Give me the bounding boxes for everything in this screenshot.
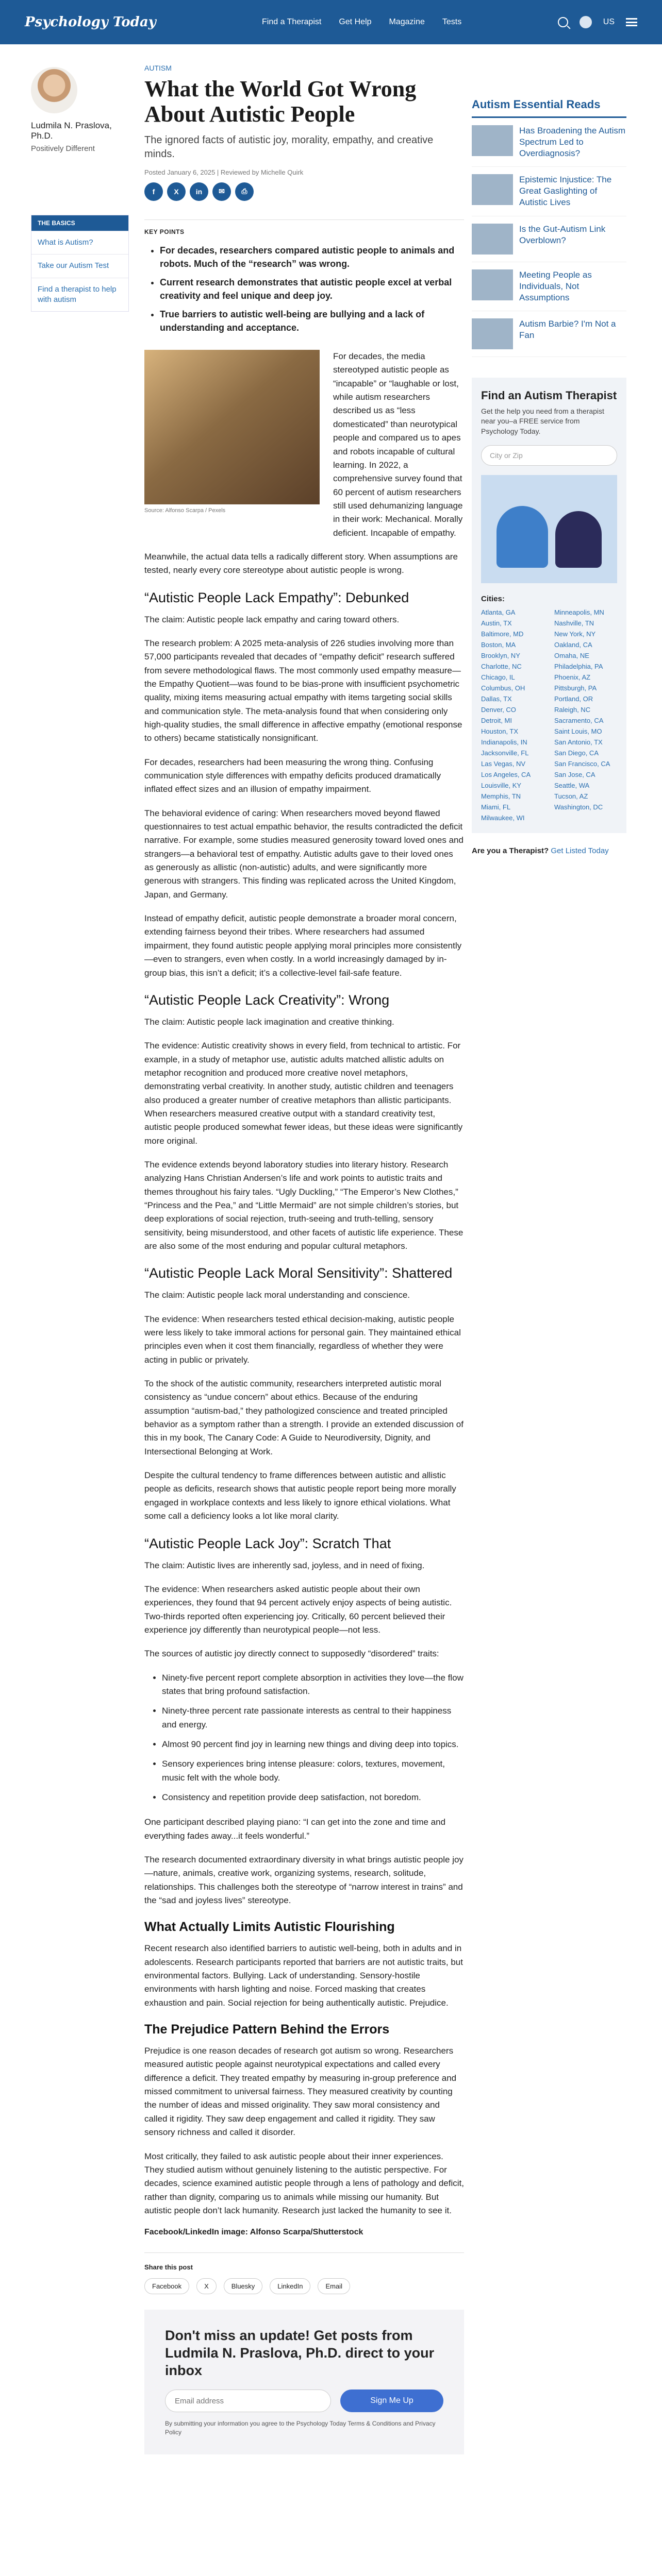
cities-heading: Cities: xyxy=(481,594,505,603)
site-logo[interactable]: Psychology Today xyxy=(25,14,156,30)
city-link[interactable]: Houston, TX xyxy=(481,727,519,735)
email-icon[interactable]: ✉ xyxy=(212,182,231,201)
share-email-button[interactable]: Email xyxy=(318,2278,350,2294)
x-icon[interactable]: X xyxy=(167,182,186,201)
key-points xyxy=(144,219,464,335)
essential-read-title[interactable]: Epistemic Injustice: The Great Gaslighting of Autistic Lives xyxy=(519,175,612,208)
article-image xyxy=(144,350,320,504)
main-nav xyxy=(262,18,461,27)
essential-read-thumbnail xyxy=(472,125,513,156)
city-link[interactable]: Denver, CO xyxy=(481,705,516,714)
city-link[interactable]: Memphis, TN xyxy=(481,792,521,800)
paragraph: The behavioral evidence of caring: When researchers moved beyond flawed questionnaires to test actual empathic behavior, the results contradicted the deficit narrative. For example, some studies measured generosity toward loved ones and strangers—a behavioral test of empathy. Autistic adults gave to their loved ones as generously as allistic (non-autistic) adults, and were significantly more generous with strangers. This finding was replicated across the United Kingdom, Japan, and Germany. xyxy=(144,808,464,900)
section-heading: “Autistic People Lack Moral Sensitivity”: Shattered xyxy=(144,1265,453,1281)
top-navigation-bar xyxy=(0,0,662,44)
paragraph: The sources of autistic joy directly connect to supposedly “disordered” traits: xyxy=(144,1649,439,1659)
city-link[interactable]: Jacksonville, FL xyxy=(481,749,529,757)
essential-read-thumbnail xyxy=(472,318,513,349)
find-therapist-box xyxy=(472,378,626,833)
paragraph: One participant described playing piano: “I can get into the zone and time and everything fades away...it feels wonderful.” xyxy=(144,1817,446,1841)
paragraph: The evidence extends beyond laboratory studies into literary history. Research analyzing Hans Christian Andersen’s life and work points to autistic traits and themes throughout his fairy tales. “Ugly Duckling,” “The Emperor’s New Clothes,” “Princess and the Pea,” and “Little Mermaid” are not simple children’s stories, but deep explorations of social rejection, truth-seeing and truth-telling, sensory sensitivity, being misunderstood, and other facets of autistic life experience. These are also some of the most enduring and popular cultural metaphors. xyxy=(144,1159,464,1251)
article-kicker[interactable]: AUTISM xyxy=(144,64,172,72)
paragraph: The claim: Autistic people lack moral understanding and conscience. xyxy=(144,1290,410,1300)
account-icon[interactable] xyxy=(580,16,592,28)
city-link[interactable]: Portland, OR xyxy=(554,694,593,703)
author-name[interactable]: Ludmila N. Praslova, Ph.D. xyxy=(31,121,112,141)
essential-read-item[interactable] xyxy=(472,167,626,216)
essential-read-item[interactable] xyxy=(472,262,626,311)
are-you-therapist: Are you a Therapist? xyxy=(472,846,549,855)
list-item: • Almost 90 percent find joy in learning new things and diving deep into topics. xyxy=(162,1738,464,1751)
city-link[interactable]: Saint Louis, MO xyxy=(554,727,602,735)
city-link[interactable]: Tucson, AZ xyxy=(554,792,588,800)
nav-get-help[interactable]: Get Help xyxy=(339,18,372,26)
section-heading: What Actually Limits Autistic Flourishing xyxy=(144,1920,395,1935)
essential-read-item[interactable] xyxy=(472,118,626,167)
therapist-cta xyxy=(472,846,626,855)
paragraph: Prejudice is one reason decades of research got autism so wrong. Researchers measured autistic people against neurotypical expectations and called every difference a deficit. They treated empathy by measuring in-group preference and missed commitment to universal fairness. They measured creativity by counting the number of ideas and missed originality. They saw moral consistency and called it rigidity. They saw deep engagement and called it rigidity. They saw sensory richness and called it disorder. xyxy=(144,2046,457,2138)
nav-magazine[interactable]: Magazine xyxy=(389,18,425,26)
key-points-heading: KEY POINTS xyxy=(144,228,185,235)
intro-block xyxy=(144,350,464,550)
paragraph: Meanwhile, the actual data tells a radically different story. When assumptions are tested, nearly every core stereotype about autistic people is wrong. xyxy=(144,551,458,575)
email-field[interactable] xyxy=(165,2389,331,2412)
essential-read-title[interactable]: Is the Gut-Autism Link Overblown? xyxy=(519,224,606,245)
basics-box xyxy=(31,215,129,312)
share-x-button[interactable]: X xyxy=(196,2278,217,2294)
list-item: • Ninety-five percent report complete absorption in activities they love—the flow states that bring profound satisfaction. xyxy=(162,1671,464,1699)
paragraph: The claim: Autistic lives are inherently sad, joyless, and in need of fixing. xyxy=(144,1560,425,1570)
paragraph: The research documented extraordinary diversity in what brings autistic people joy—nature, animals, creative work, organizing systems, research, solitude, relationships. This challenges both the stereotype of “narrow interest in trains” and the “sad and joyless lives” stereotype. xyxy=(144,1855,464,1906)
city-link[interactable]: Las Vegas, NV xyxy=(481,759,525,768)
paragraph: Despite the cultural tendency to frame differences between autistic and allistic people as deficits, research shows that autistic people report being more morally engaged in workplace contexts and less likely to ignore ethical violations. What some call a deficiency looks a lot like moral clarity. xyxy=(144,1470,456,1521)
city-link[interactable]: Oakland, CA xyxy=(554,640,592,649)
find-therapist-title: Find an Autism Therapist xyxy=(481,388,617,402)
list-item: • Ninety-three percent rate passionate interests as central to their happiness and energy. xyxy=(162,1704,464,1732)
nav-find-therapist[interactable]: Find a Therapist xyxy=(262,18,322,26)
essential-read-title[interactable]: Autism Barbie? I'm Not a Fan xyxy=(519,318,616,340)
article xyxy=(144,64,464,2454)
paragraph: To the shock of the autistic community, researchers interpreted autistic moral consistency as “undue concern” about ethics. Because of the enduring assumption “autism-bad,” they pathologized conscience and treated principled behavior as a symptom rather than a strength. I provide an extended discussion of this in my book, The Canary Code: A Guide to Neurodiversity, Dignity, and Intersectional Belonging at Work. xyxy=(144,1379,464,1456)
city-link[interactable]: Washington, DC xyxy=(554,803,603,811)
search-icon[interactable] xyxy=(558,17,568,27)
city-link[interactable]: Boston, MA xyxy=(481,640,516,649)
city-link[interactable]: Sacramento, CA xyxy=(554,716,604,724)
basics-link-what-is-autism[interactable]: What is Autism? xyxy=(31,231,128,254)
key-point: • Current research demonstrates that autistic people excel at verbal creativity and feel unique and deep joy. xyxy=(160,276,464,302)
blog-name[interactable]: Positively Different xyxy=(31,144,95,153)
sidebar xyxy=(472,98,626,855)
city-link[interactable]: Indianapolis, IN xyxy=(481,738,527,746)
city-link[interactable]: San Diego, CA xyxy=(554,749,599,757)
city-link[interactable]: San Antonio, TX xyxy=(554,738,603,746)
nav-tests[interactable]: Tests xyxy=(442,18,462,26)
paragraph: The evidence: Autistic creativity shows in every field, from technical to artistic. For example, in a study of metaphor use, autistic adults matched allistic adults on metaphor recognition and produced more creative novel metaphors, demonstrating verbal creativity. In another study, autistic children and teenagers also produced a greater number of creative metaphors than allistic participants. When researchers measured creative output with a standard creativity test, autistic people produced somewhat fewer ideas, but these ideas were significantly more original. xyxy=(144,1041,463,1146)
essential-read-item[interactable] xyxy=(472,216,626,262)
print-icon[interactable]: ⎙ xyxy=(235,182,254,201)
linkedin-icon[interactable]: in xyxy=(190,182,208,201)
article-share-icons xyxy=(144,182,464,201)
basics-link-autism-test[interactable]: Take our Autism Test xyxy=(31,254,128,277)
header-actions xyxy=(558,16,637,28)
city-link[interactable]: Milwaukee, WI xyxy=(481,814,525,822)
city-link[interactable]: Atlanta, GA xyxy=(481,608,516,616)
essential-read-title[interactable]: Meeting People as Individuals, Not Assumptions xyxy=(519,269,592,302)
share-bluesky-button[interactable]: Bluesky xyxy=(224,2278,263,2294)
image-credit: Facebook/LinkedIn image: Alfonso Scarpa/Shutterstock xyxy=(144,2228,363,2237)
city-link[interactable]: Brooklyn, NY xyxy=(481,651,520,659)
bullet-list xyxy=(144,1671,464,1805)
city-link[interactable]: Columbus, OH xyxy=(481,684,525,692)
essential-read-item[interactable] xyxy=(472,311,626,357)
section-heading: “Autistic People Lack Joy”: Scratch That xyxy=(144,1535,391,1551)
paragraph: For decades, researchers had been measuring the wrong thing. Confusing communication style differences with empathy deficits produced dramatically inflated effect sizes and an illusion of empathy impairment. xyxy=(144,757,441,794)
intro-paragraph: For decades, the media stereotyped autistic people as “incapable” or “laughable or lost, while autism researchers described us as “less domesticated” than neurotypical people and compared us to apes and robots incapable of cultural learning. In 2022, a comprehensive survey found that 60 percent of autism researchers still used dehumanizing language in their work: Mechanical. Morally deficient. Incapable of empathy. xyxy=(333,351,463,538)
paragraph: Recent research also identified barriers to autistic well-being, both in adults and in adolescents. Research participants reported that barriers are not autistic traits, but environmental factors. Bullying. Lack of understanding. Sensory-hostile environments with harsh lighting and noise. Forced masking that creates exhaustion and pain. Social rejection for being authentically autistic. Prejudice. xyxy=(144,1943,463,2008)
paragraph: The evidence: When researchers asked autistic people about their own experiences, they found that 94 percent actively enjoy aspects of being autistic. Two-thirds reported often experiencing joy. Critically, 60 percent believed their experience joy differently than neurotypical people—not less. xyxy=(144,1584,452,1635)
article-photo xyxy=(144,350,320,550)
city-link[interactable]: Detroit, MI xyxy=(481,716,512,724)
author-avatar[interactable] xyxy=(31,67,77,113)
key-point: • For decades, researchers compared autistic people to animals and robots. Much of the “research” was wrong. xyxy=(160,244,464,270)
city-link[interactable]: Charlotte, NC xyxy=(481,662,522,670)
list-item: • Consistency and repetition provide deep satisfaction, not boredom. xyxy=(162,1791,464,1804)
basics-link-find-therapist[interactable]: Find a therapist to help with autism xyxy=(31,278,128,312)
section-heading: The Prejudice Pattern Behind the Errors xyxy=(144,2022,390,2037)
share-linkedin-button[interactable]: LinkedIn xyxy=(270,2278,310,2294)
essential-read-thumbnail xyxy=(472,224,513,255)
city-link[interactable]: San Francisco, CA xyxy=(554,759,610,768)
section-heading: “Autistic People Lack Creativity”: Wrong xyxy=(144,992,390,1008)
share-facebook-button[interactable]: Facebook xyxy=(144,2278,189,2294)
paragraph: The research problem: A 2025 meta-analysis of 226 studies involving more than 57,000 participants revealed that decades of “empathy deficit” research suffered from severe methodological flaws. The most commonly used empathy measure—the Empathy Quotient—was found to be bias-prone with insufficient psychometric quality, mixing items measuring actual empathy with items targeting social skills and communication style. The meta-analysis found that when considering only high-quality studies, the small difference in affective empathy (emotional response to others) became statistically nonsignificant. xyxy=(144,638,462,743)
basics-heading: THE BASICS xyxy=(31,215,128,231)
article-body xyxy=(144,350,464,2237)
city-link[interactable]: Raleigh, NC xyxy=(554,705,591,714)
city-link[interactable]: New York, NY xyxy=(554,630,596,638)
photo-caption: Source: Alfonso Scarpa / Pexels xyxy=(144,507,226,514)
list-item: • Sensory experiences bring intense pleasure: colors, textures, movement, music felt with the whole body. xyxy=(162,1757,464,1785)
posted-line: Posted January 6, 2025 | Reviewed by Michelle Quirk xyxy=(144,168,304,176)
paragraph: The evidence: When researchers tested ethical decision-making, autistic people were less likely to take immoral actions for personal gain. They maintained ethical principles even when it cost them financially, regardless of whether they were acting in public or privately. xyxy=(144,1314,461,1365)
paragraph: The claim: Autistic people lack imagination and creative thinking. xyxy=(144,1016,394,1027)
share-post xyxy=(144,2252,464,2294)
city-link[interactable]: Phoenix, AZ xyxy=(554,673,591,681)
section-heading: “Autistic People Lack Empathy”: Debunked xyxy=(144,589,409,605)
paragraph: Most critically, they failed to ask autistic people about their inner experiences. They studied autism without genuinely listening to the autistic perspective. For decades, science examined autistic people through a lens of pathology and deficit, rather than dignity, comparing us to animals while missing our humanity. But autistic people don’t lack humanity. Research just lacked the humanity to see it. xyxy=(144,2151,464,2215)
cities-list xyxy=(481,608,617,822)
city-link[interactable]: Miami, FL xyxy=(481,803,511,811)
paragraph: The claim: Autistic people lack empathy and caring toward others. xyxy=(144,614,400,624)
share-post-heading: Share this post xyxy=(144,2263,193,2272)
essential-reads-list xyxy=(472,118,626,357)
city-link[interactable]: Baltimore, MD xyxy=(481,630,524,638)
city-link[interactable]: Los Angeles, CA xyxy=(481,770,531,778)
city-link[interactable]: Omaha, NE xyxy=(554,651,589,659)
city-link[interactable]: Austin, TX xyxy=(481,619,512,627)
city-link[interactable]: Nashville, TN xyxy=(554,619,594,627)
city-link[interactable]: Chicago, IL xyxy=(481,673,515,681)
essential-read-thumbnail xyxy=(472,174,513,205)
city-link[interactable]: Louisville, KY xyxy=(481,781,522,789)
article-subtitle: The ignored facts of autistic joy, morality, empathy, and creative minds. xyxy=(144,134,434,160)
key-point: • True barriers to autistic well-being are bullying and a lack of understanding and acceptance. xyxy=(160,308,464,334)
find-therapist-subtitle: Get the help you need from a therapist near you–a FREE service from Psychology Today. xyxy=(481,406,604,436)
author-column xyxy=(31,67,129,312)
city-zip-input[interactable]: City or Zip xyxy=(481,445,617,466)
article-sections xyxy=(144,590,464,2218)
newsletter-terms: By submitting your information you agree to the Psychology Today Terms & Conditions and Privacy Policy xyxy=(165,2420,436,2436)
city-link[interactable]: Minneapolis, MN xyxy=(554,608,604,616)
city-link[interactable]: Dallas, TX xyxy=(481,694,512,703)
get-listed-link[interactable]: Get Listed Today xyxy=(551,846,609,855)
article-title: What the World Got Wrong About Autistic People xyxy=(144,76,417,127)
essential-reads-title: Autism Essential Reads xyxy=(472,98,626,118)
country-selector[interactable]: US xyxy=(603,18,615,26)
menu-icon[interactable] xyxy=(626,18,637,26)
therapy-illustration xyxy=(481,475,617,583)
city-link[interactable] xyxy=(554,814,617,822)
city-link[interactable]: Philadelphia, PA xyxy=(554,662,603,670)
essential-read-thumbnail xyxy=(472,269,513,300)
city-link[interactable]: San Jose, CA xyxy=(554,770,595,778)
sign-up-button[interactable]: Sign Me Up xyxy=(340,2389,443,2412)
city-link[interactable]: Seattle, WA xyxy=(554,781,590,789)
facebook-icon[interactable]: f xyxy=(144,182,163,201)
paragraph: Instead of empathy deficit, autistic people demonstrate a broader moral concern, extending fairness beyond their tribes. Where researchers had assumed impairment, they found autistic people applying moral principles more consistently—even to strangers, even when costly. In a world increasingly damaged by in-group bias, this isn’t a deficit; it’s a collective-level fail-safe feature. xyxy=(144,913,462,978)
newsletter-title: Don't miss an update! Get posts from Ludmila N. Praslova, Ph.D. direct to your inbox xyxy=(165,2328,435,2378)
newsletter-box xyxy=(144,2310,464,2454)
city-link[interactable]: Pittsburgh, PA xyxy=(554,684,597,692)
essential-read-title[interactable]: Has Broadening the Autism Spectrum Led to Overdiagnosis? xyxy=(519,126,626,159)
